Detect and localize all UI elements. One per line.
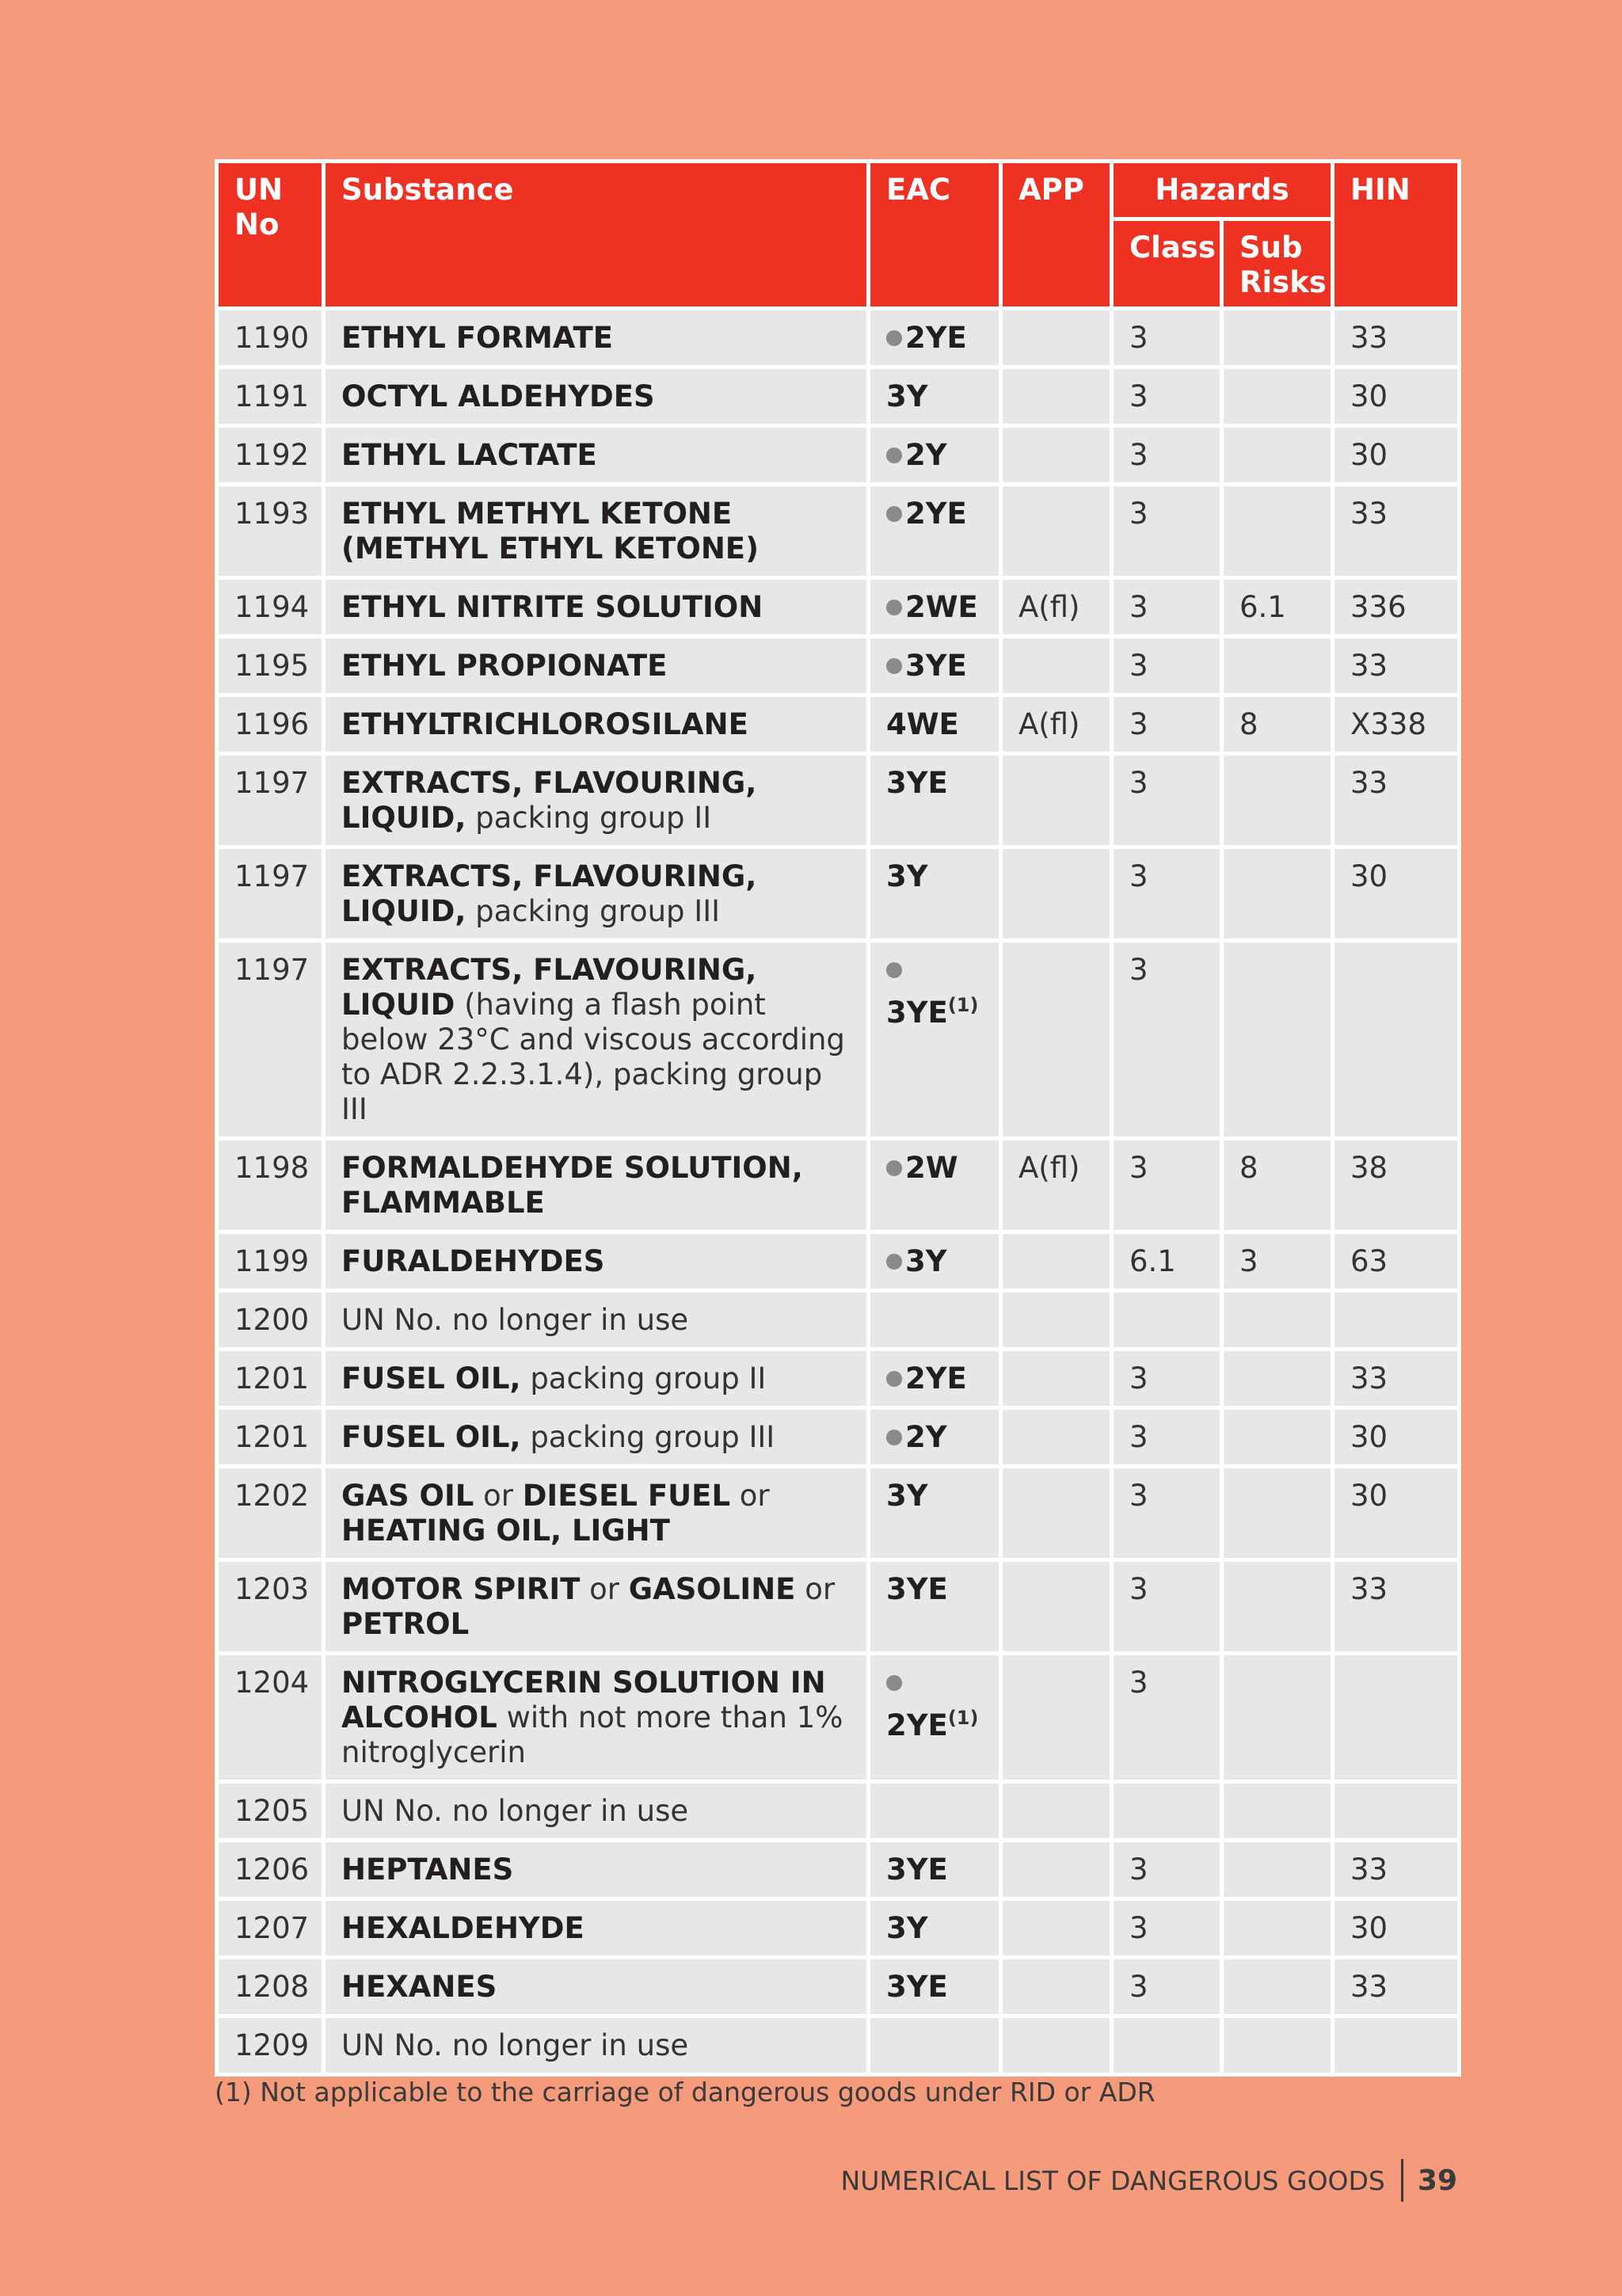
substance-cell <box>326 1468 870 1562</box>
substance-name: FUSEL OIL, <box>341 1420 521 1454</box>
class-cell: 3 <box>1114 849 1224 942</box>
table-row <box>219 756 1461 849</box>
substance-cell <box>326 486 870 580</box>
un-number-cell: 1199 <box>219 1234 326 1293</box>
footnote-ref: (1) <box>947 994 979 1016</box>
eac-code: 2YE <box>905 1361 967 1395</box>
page-number: 39 <box>1417 2164 1457 2197</box>
app-cell <box>1003 1959 1114 2018</box>
class-cell <box>1114 1784 1224 1842</box>
substance-name: ETHYL PROPIONATE <box>341 649 668 683</box>
app-cell <box>1003 1234 1114 1293</box>
app-cell <box>1003 1351 1114 1410</box>
app-cell <box>1003 1468 1114 1562</box>
substance-note: or <box>474 1479 523 1513</box>
substance-name: FURALDEHYDES <box>341 1244 605 1278</box>
un-number-cell: 1197 <box>219 942 326 1140</box>
app-cell <box>1003 1901 1114 1959</box>
sub-risk-cell <box>1224 849 1335 942</box>
footer-divider <box>1401 2159 1403 2202</box>
marine-pollutant-bullet-icon <box>886 1160 902 1176</box>
header-app: APP <box>1003 163 1114 310</box>
class-cell: 3 <box>1114 310 1224 369</box>
substance-note: UN No. no longer in use <box>341 1794 689 1828</box>
substance-cell <box>326 756 870 849</box>
app-cell <box>1003 2018 1114 2077</box>
marine-pollutant-bullet-icon <box>886 600 902 615</box>
app-cell <box>1003 756 1114 849</box>
table-row <box>219 638 1461 697</box>
class-cell: 3 <box>1114 1562 1224 1655</box>
substance-name: PETROL <box>341 1607 470 1641</box>
class-cell: 3 <box>1114 580 1224 638</box>
table-row <box>219 310 1461 369</box>
sub-risk-cell <box>1224 486 1335 580</box>
hin-cell: 33 <box>1335 756 1461 849</box>
table-header <box>219 163 1461 310</box>
hin-cell: 33 <box>1335 1351 1461 1410</box>
substance-cell <box>326 1234 870 1293</box>
eac-cell <box>870 1655 1003 1784</box>
class-cell: 3 <box>1114 1410 1224 1468</box>
sub-risk-cell <box>1224 1842 1335 1901</box>
substance-note: packing group II <box>520 1361 767 1395</box>
hin-cell: 33 <box>1335 638 1461 697</box>
substance-cell <box>326 638 870 697</box>
un-number-cell: 1206 <box>219 1842 326 1901</box>
app-cell <box>1003 1842 1114 1901</box>
substance-cell <box>326 1351 870 1410</box>
marine-pollutant-bullet-icon <box>886 1254 902 1270</box>
substance-name: FUSEL OIL, <box>341 1361 521 1395</box>
marine-pollutant-bullet-icon <box>886 1675 902 1691</box>
table-row <box>219 1959 1461 2018</box>
sub-risk-cell <box>1224 2018 1335 2077</box>
eac-cell <box>870 942 1003 1140</box>
table-row <box>219 697 1461 756</box>
header-eac: EAC <box>870 163 1003 310</box>
eac-code: 2Y <box>905 438 947 472</box>
table-row <box>219 1562 1461 1655</box>
un-number-cell: 1198 <box>219 1140 326 1234</box>
eac-code: 2W <box>905 1151 958 1185</box>
eac-cell <box>870 310 1003 369</box>
app-cell: A(fl) <box>1003 1140 1114 1234</box>
sub-risk-cell <box>1224 310 1335 369</box>
hin-cell <box>1335 1293 1461 1351</box>
eac-cell <box>870 1784 1003 1842</box>
un-number-cell: 1191 <box>219 369 326 428</box>
dangerous-goods-table <box>215 159 1461 2077</box>
marine-pollutant-bullet-icon <box>886 506 902 522</box>
sub-risk-cell <box>1224 369 1335 428</box>
substance-name: DIESEL FUEL <box>522 1479 731 1513</box>
sub-risk-cell <box>1224 1655 1335 1784</box>
table-row <box>219 428 1461 486</box>
eac-code: 3YE <box>886 1572 948 1606</box>
eac-cell <box>870 428 1003 486</box>
app-cell <box>1003 1562 1114 1655</box>
substance-name: HEPTANES <box>341 1852 514 1887</box>
marine-pollutant-bullet-icon <box>886 658 902 674</box>
substance-note: packing group III <box>466 894 721 928</box>
app-cell <box>1003 849 1114 942</box>
eac-code: 3YE <box>886 996 948 1030</box>
class-cell: 3 <box>1114 942 1224 1140</box>
class-cell <box>1114 2018 1224 2077</box>
sub-risk-cell <box>1224 1293 1335 1351</box>
eac-code: 2YE <box>905 321 967 355</box>
hin-cell: 63 <box>1335 1234 1461 1293</box>
eac-cell <box>870 486 1003 580</box>
class-cell: 6.1 <box>1114 1234 1224 1293</box>
substance-name: ETHYL LACTATE <box>341 438 597 472</box>
eac-code: 3YE <box>886 1852 948 1887</box>
eac-cell <box>870 1959 1003 2018</box>
substance-note: or <box>730 1479 770 1513</box>
class-cell: 3 <box>1114 697 1224 756</box>
class-cell: 3 <box>1114 638 1224 697</box>
class-cell: 3 <box>1114 1655 1224 1784</box>
un-number-cell: 1196 <box>219 697 326 756</box>
substance-name: MOTOR SPIRIT <box>341 1572 581 1606</box>
un-number-cell: 1200 <box>219 1293 326 1351</box>
sub-risk-cell <box>1224 638 1335 697</box>
un-number-cell: 1203 <box>219 1562 326 1655</box>
eac-code: 2YE <box>905 497 967 531</box>
header-class: Class <box>1114 221 1224 310</box>
substance-cell <box>326 849 870 942</box>
hin-cell <box>1335 942 1461 1140</box>
class-cell: 3 <box>1114 486 1224 580</box>
un-number-cell: 1205 <box>219 1784 326 1842</box>
eac-code: 3Y <box>886 1479 928 1513</box>
sub-risk-cell: 6.1 <box>1224 580 1335 638</box>
sub-risk-cell <box>1224 1351 1335 1410</box>
table-row <box>219 1655 1461 1784</box>
substance-name: ETHYL FORMATE <box>341 321 614 355</box>
eac-cell <box>870 1351 1003 1410</box>
substance-note: with not more than 1% nitroglycerin <box>341 1700 843 1769</box>
substance-cell <box>326 1842 870 1901</box>
sub-risk-cell: 8 <box>1224 1140 1335 1234</box>
table-row <box>219 1901 1461 1959</box>
substance-cell <box>326 2018 870 2077</box>
header-hin: HIN <box>1335 163 1461 310</box>
table-row <box>219 2018 1461 2077</box>
table-row <box>219 580 1461 638</box>
substance-cell <box>326 1959 870 2018</box>
eac-code: 3YE <box>905 649 967 683</box>
eac-cell <box>870 1410 1003 1468</box>
un-number-cell: 1204 <box>219 1655 326 1784</box>
hin-cell: 33 <box>1335 1959 1461 2018</box>
sub-risk-cell <box>1224 1468 1335 1562</box>
section-title: NUMERICAL LIST OF DANGEROUS GOODS <box>840 2165 1385 2196</box>
hin-cell: 38 <box>1335 1140 1461 1234</box>
substance-name: EXTRACTS, FLAVOURING, LIQUID, <box>341 859 757 928</box>
substance-cell <box>326 369 870 428</box>
substance-name: ETHYL NITRITE SOLUTION <box>341 590 763 624</box>
substance-cell <box>326 697 870 756</box>
substance-name: GAS OIL <box>341 1479 474 1513</box>
substance-name: FORMALDEHYDE SOLUTION, FLAMMABLE <box>341 1151 803 1220</box>
hin-cell: X338 <box>1335 697 1461 756</box>
table-body <box>219 310 1461 2077</box>
un-number-cell: 1209 <box>219 2018 326 2077</box>
hin-cell: 33 <box>1335 1842 1461 1901</box>
hin-cell: 33 <box>1335 486 1461 580</box>
substance-name: GASOLINE <box>628 1572 796 1606</box>
class-cell: 3 <box>1114 428 1224 486</box>
eac-code: 2Y <box>905 1420 947 1454</box>
hin-cell: 30 <box>1335 1410 1461 1468</box>
un-number-cell: 1190 <box>219 310 326 369</box>
eac-cell <box>870 638 1003 697</box>
eac-cell <box>870 1842 1003 1901</box>
un-number-cell: 1197 <box>219 849 326 942</box>
un-number-cell: 1195 <box>219 638 326 697</box>
hin-cell <box>1335 1655 1461 1784</box>
substance-note: or <box>580 1572 629 1606</box>
un-number-cell: 1208 <box>219 1959 326 2018</box>
eac-cell <box>870 1562 1003 1655</box>
un-number-cell: 1201 <box>219 1410 326 1468</box>
table-row <box>219 1410 1461 1468</box>
hin-cell: 30 <box>1335 1468 1461 1562</box>
sub-risk-cell: 3 <box>1224 1234 1335 1293</box>
substance-cell <box>326 1901 870 1959</box>
eac-cell <box>870 756 1003 849</box>
substance-name: OCTYL ALDEHYDES <box>341 379 655 413</box>
sub-risk-cell <box>1224 1901 1335 1959</box>
app-cell <box>1003 1410 1114 1468</box>
un-number-cell: 1202 <box>219 1468 326 1562</box>
app-cell <box>1003 310 1114 369</box>
sub-risk-cell <box>1224 1410 1335 1468</box>
page-footer <box>841 2159 1457 2202</box>
class-cell: 3 <box>1114 1901 1224 1959</box>
un-number-cell: 1194 <box>219 580 326 638</box>
substance-name: NITROGLYCERIN SOLUTION IN ALCOHOL <box>341 1666 826 1734</box>
table-row <box>219 1468 1461 1562</box>
substance-name: HEXALDEHYDE <box>341 1911 584 1945</box>
app-cell <box>1003 428 1114 486</box>
sub-risk-cell <box>1224 428 1335 486</box>
eac-cell <box>870 1140 1003 1234</box>
substance-cell <box>326 428 870 486</box>
un-number-cell: 1197 <box>219 756 326 849</box>
hin-cell: 336 <box>1335 580 1461 638</box>
marine-pollutant-bullet-icon <box>886 1371 902 1387</box>
sub-risk-cell: 8 <box>1224 697 1335 756</box>
substance-name: HEATING OIL, LIGHT <box>341 1514 670 1548</box>
app-cell <box>1003 1655 1114 1784</box>
class-cell: 3 <box>1114 1140 1224 1234</box>
class-cell: 3 <box>1114 1959 1224 2018</box>
eac-code: 3Y <box>886 379 928 413</box>
marine-pollutant-bullet-icon <box>886 962 902 978</box>
table-row <box>219 1293 1461 1351</box>
app-cell: A(fl) <box>1003 580 1114 638</box>
eac-cell <box>870 1293 1003 1351</box>
eac-code: 3YE <box>886 766 948 800</box>
substance-cell <box>326 1410 870 1468</box>
footnote: (1) Not applicable to the carriage of dangerous goods under RID or ADR <box>215 2077 1156 2108</box>
class-cell <box>1114 1293 1224 1351</box>
hin-cell: 30 <box>1335 849 1461 942</box>
class-cell: 3 <box>1114 1842 1224 1901</box>
hin-cell: 33 <box>1335 310 1461 369</box>
marine-pollutant-bullet-icon <box>886 330 902 346</box>
app-cell <box>1003 486 1114 580</box>
eac-cell <box>870 1234 1003 1293</box>
hin-cell <box>1335 2018 1461 2077</box>
eac-code: 3Y <box>886 859 928 893</box>
table-row <box>219 486 1461 580</box>
sub-risk-cell <box>1224 1959 1335 2018</box>
eac-cell <box>870 369 1003 428</box>
un-number-cell: 1201 <box>219 1351 326 1410</box>
sub-risk-cell <box>1224 756 1335 849</box>
footnote-ref: (1) <box>947 1707 979 1729</box>
sub-risk-cell <box>1224 942 1335 1140</box>
eac-cell <box>870 849 1003 942</box>
substance-cell <box>326 942 870 1140</box>
substance-cell <box>326 1562 870 1655</box>
un-number-cell: 1207 <box>219 1901 326 1959</box>
substance-note: UN No. no longer in use <box>341 2028 689 2062</box>
class-cell: 3 <box>1114 369 1224 428</box>
eac-cell <box>870 1901 1003 1959</box>
sub-risk-cell <box>1224 1784 1335 1842</box>
eac-code: 2WE <box>905 590 978 624</box>
header-sub-risks: Sub Risks <box>1224 221 1335 310</box>
substance-note: (having a flash point below 23°C and viscous according to ADR 2.2.3.1.4), packing group III <box>341 988 845 1126</box>
eac-cell <box>870 697 1003 756</box>
app-cell <box>1003 1293 1114 1351</box>
substance-cell <box>326 1293 870 1351</box>
eac-cell <box>870 1468 1003 1562</box>
hin-cell: 30 <box>1335 428 1461 486</box>
eac-code: 3Y <box>905 1244 947 1278</box>
header-un-no: UN No <box>219 163 326 310</box>
eac-code: 4WE <box>886 707 959 741</box>
table-row <box>219 1784 1461 1842</box>
table-row <box>219 369 1461 428</box>
substance-name: ETHYL METHYL KETONE (METHYL ETHYL KETONE) <box>341 497 759 565</box>
eac-code: 3YE <box>886 1970 948 2004</box>
marine-pollutant-bullet-icon <box>886 447 902 463</box>
app-cell <box>1003 638 1114 697</box>
eac-cell <box>870 2018 1003 2077</box>
class-cell: 3 <box>1114 1351 1224 1410</box>
substance-cell <box>326 1140 870 1234</box>
table-row <box>219 942 1461 1140</box>
substance-cell <box>326 1784 870 1842</box>
hin-cell: 33 <box>1335 1562 1461 1655</box>
hin-cell: 30 <box>1335 1901 1461 1959</box>
eac-code: 3Y <box>886 1911 928 1945</box>
un-number-cell: 1192 <box>219 428 326 486</box>
hin-cell <box>1335 1784 1461 1842</box>
eac-cell <box>870 580 1003 638</box>
substance-cell <box>326 580 870 638</box>
class-cell: 3 <box>1114 756 1224 849</box>
substance-name: HEXANES <box>341 1970 497 2004</box>
sub-risk-cell <box>1224 1562 1335 1655</box>
eac-code: 2YE <box>886 1708 948 1742</box>
app-cell <box>1003 942 1114 1140</box>
marine-pollutant-bullet-icon <box>886 1430 902 1445</box>
header-substance: Substance <box>326 163 870 310</box>
substance-note: packing group III <box>520 1420 775 1454</box>
substance-note: UN No. no longer in use <box>341 1303 689 1337</box>
substance-name: ETHYLTRICHLOROSILANE <box>341 707 748 741</box>
substance-cell <box>326 1655 870 1784</box>
substance-name: EXTRACTS, FLAVOURING, LIQUID <box>341 953 757 1022</box>
un-number-cell: 1193 <box>219 486 326 580</box>
table-row <box>219 1140 1461 1234</box>
table-row <box>219 849 1461 942</box>
table-row <box>219 1351 1461 1410</box>
substance-note: packing group II <box>466 801 712 835</box>
table-row <box>219 1234 1461 1293</box>
substance-cell <box>326 310 870 369</box>
substance-note: or <box>795 1572 836 1606</box>
app-cell <box>1003 1784 1114 1842</box>
app-cell: A(fl) <box>1003 697 1114 756</box>
app-cell <box>1003 369 1114 428</box>
header-hazards: Hazards <box>1114 163 1335 221</box>
hin-cell: 30 <box>1335 369 1461 428</box>
table-row <box>219 1842 1461 1901</box>
substance-name: EXTRACTS, FLAVOURING, LIQUID, <box>341 766 757 835</box>
class-cell: 3 <box>1114 1468 1224 1562</box>
